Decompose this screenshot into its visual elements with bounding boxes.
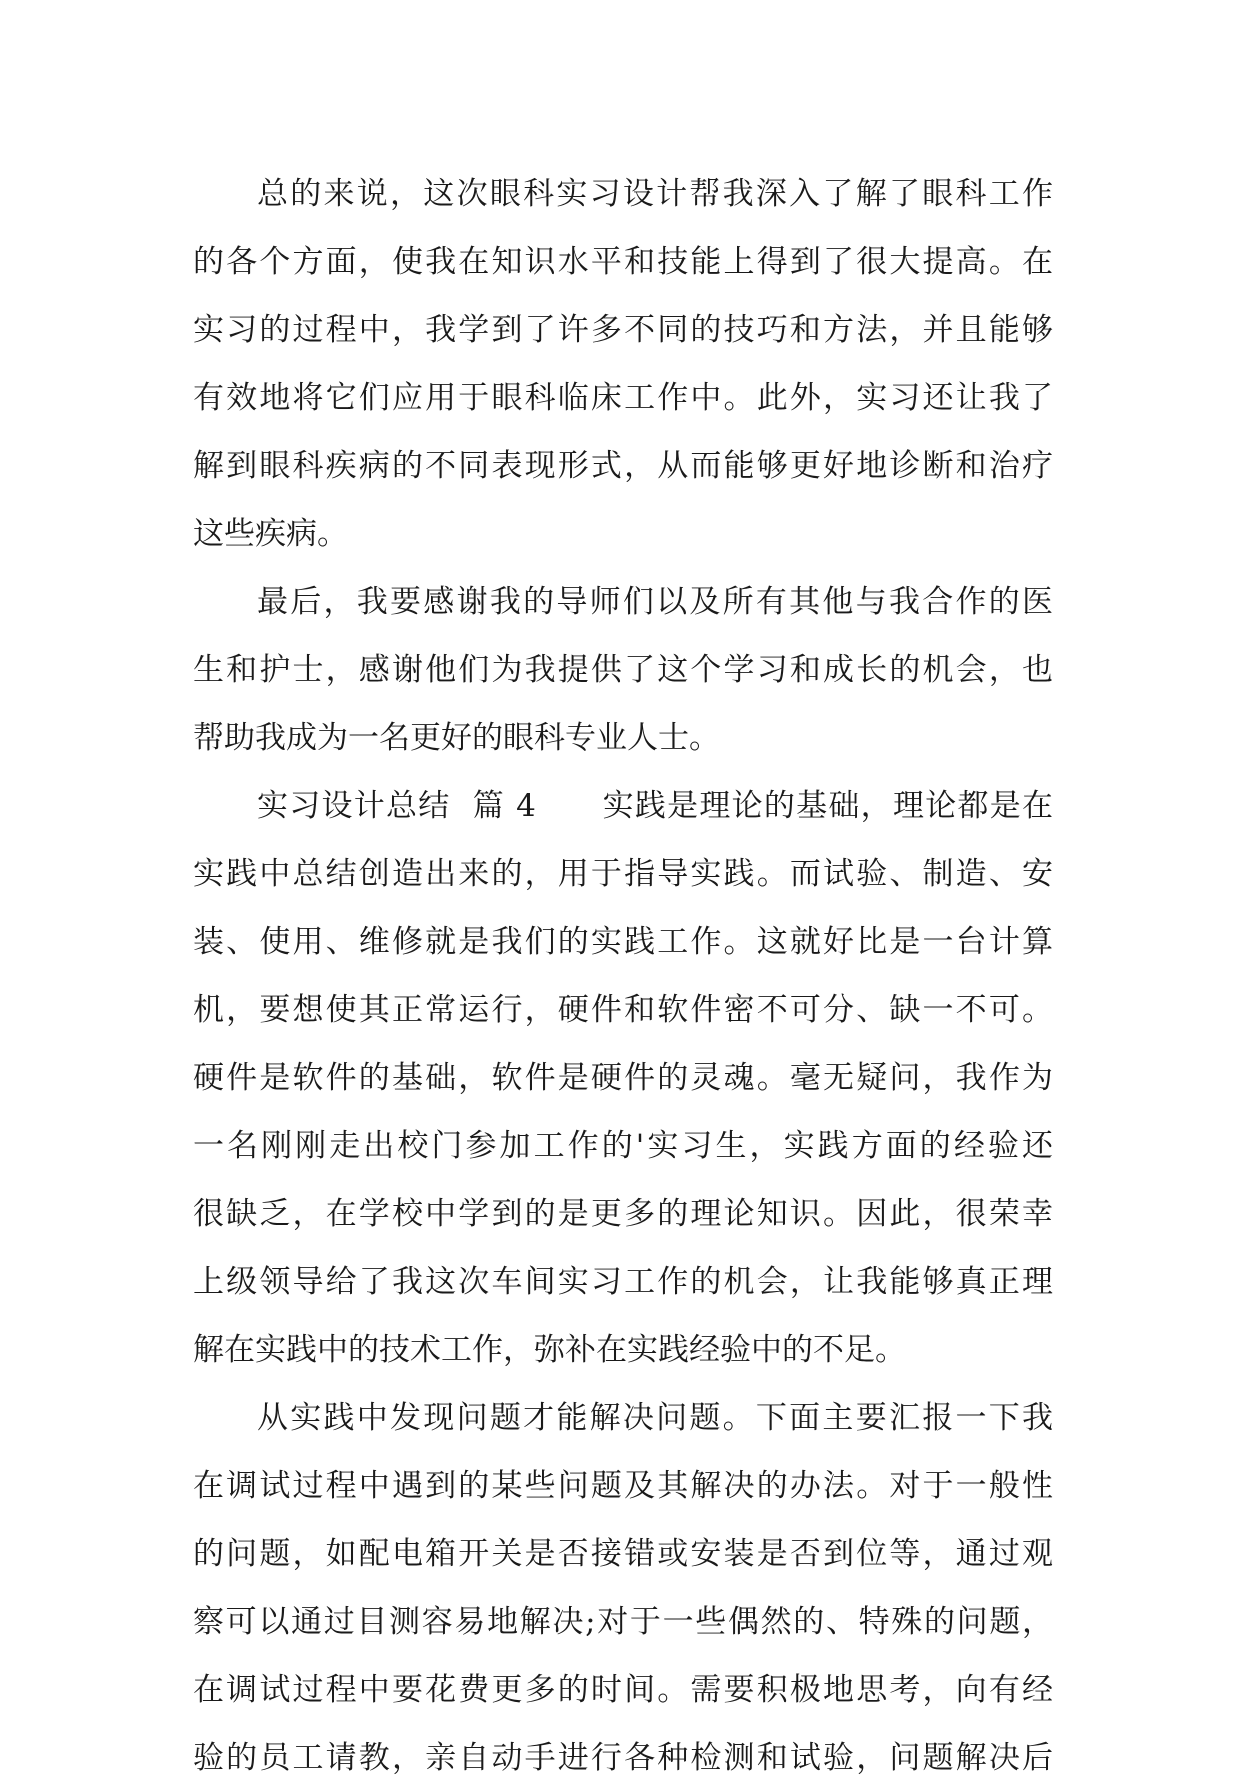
text-line: 帮助我成为一名更好的眼科专业人士。 — [193, 720, 720, 756]
text-line: 最后，我要感谢我的导师们以及所有其他与我合作的医 — [257, 584, 1053, 620]
text-line: 实践中总结创造出来的，用于指导实践。而试验、制造、安 — [193, 856, 1053, 892]
text-line: 机，要想使其正常运行，硬件和软件密不可分、缺一不可。 — [193, 992, 1053, 1028]
text-line: 解在实践中的技术工作，弥补在实践经验中的不足。 — [193, 1332, 906, 1368]
paragraph-summary — [193, 160, 1053, 568]
text-line: 察可以通过目测容易地解决;对于一些偶然的、特殊的问题， — [193, 1604, 1053, 1640]
text-line: 硬件是软件的基础，软件是硬件的灵魂。毫无疑问，我作为 — [193, 1060, 1053, 1096]
paragraph-section-4 — [193, 772, 1053, 1384]
document-body — [193, 160, 1053, 1792]
paragraph-problems — [193, 1384, 1053, 1792]
text-line: 实习的过程中，我学到了许多不同的技巧和方法，并且能够 — [193, 312, 1053, 348]
section-heading-line: 实习设计总结 篇 4 实践是理论的基础，理论都是在 — [257, 788, 1053, 824]
text-line: 从实践中发现问题才能解决问题。下面主要汇报一下我 — [257, 1400, 1053, 1436]
text-line: 验的员工请教，亲自动手进行各种检测和试验，问题解决后 — [193, 1740, 1053, 1776]
text-line: 很缺乏，在学校中学到的是更多的理论知识。因此，很荣幸 — [193, 1196, 1053, 1232]
text-line: 上级领导给了我这次车间实习工作的机会，让我能够真正理 — [193, 1264, 1053, 1300]
text-line: 的问题，如配电箱开关是否接错或安装是否到位等，通过观 — [193, 1536, 1053, 1572]
text-line: 一名刚刚走出校门参加工作的'实习生，实践方面的经验还 — [193, 1128, 1053, 1164]
text-line: 解到眼科疾病的不同表现形式，从而能够更好地诊断和治疗 — [193, 448, 1053, 484]
text-line: 有效地将它们应用于眼科临床工作中。此外，实习还让我了 — [193, 380, 1053, 416]
text-line: 装、使用、维修就是我们的实践工作。这就好比是一台计算 — [193, 924, 1053, 960]
text-line: 在调试过程中要花费更多的时间。需要积极地思考，向有经 — [193, 1672, 1053, 1708]
text-line: 生和护士，感谢他们为我提供了这个学习和成长的机会，也 — [193, 652, 1053, 688]
text-line: 总的来说，这次眼科实习设计帮我深入了解了眼科工作 — [257, 176, 1053, 212]
text-line: 在调试过程中遇到的某些问题及其解决的办法。对于一般性 — [193, 1468, 1053, 1504]
paragraph-thanks — [193, 568, 1053, 772]
text-line: 的各个方面，使我在知识水平和技能上得到了很大提高。在 — [193, 244, 1053, 280]
text-line: 这些疾病。 — [193, 516, 348, 552]
